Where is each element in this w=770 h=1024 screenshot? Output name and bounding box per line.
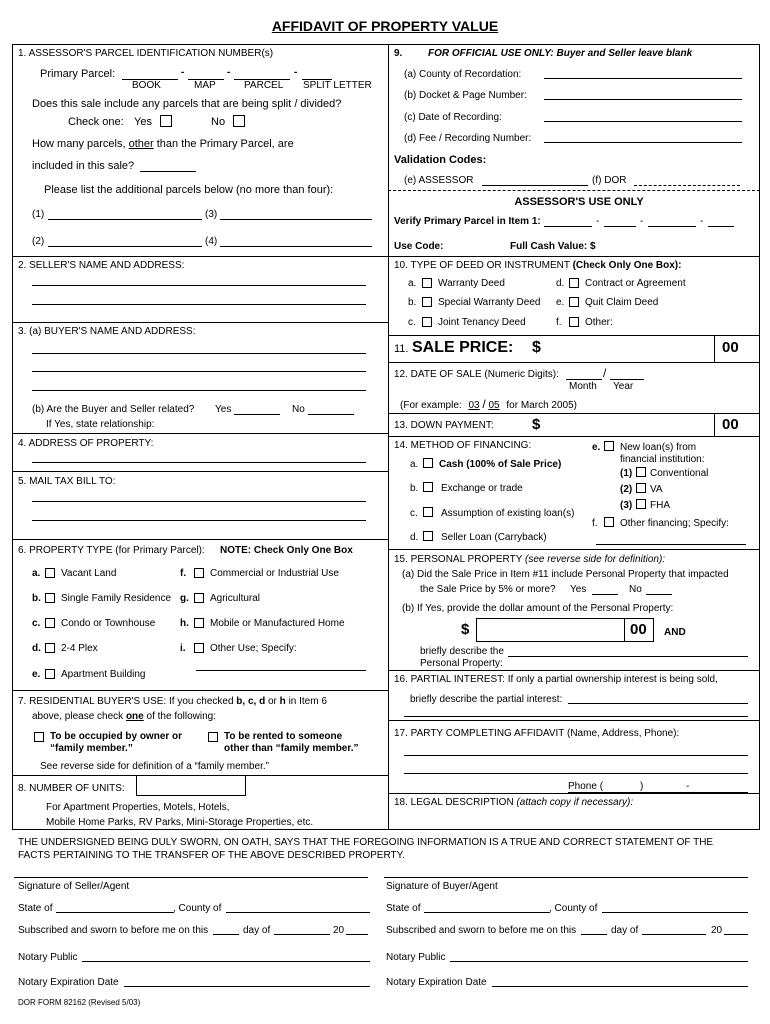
example-slash: /: [482, 397, 486, 411]
s7-heading: [18, 696, 327, 707]
parcel-dash: -: [181, 67, 185, 78]
fin-e2-label: VA: [650, 484, 663, 495]
seller-year-field[interactable]: [346, 934, 368, 935]
seller-notary-label: Notary Public: [18, 952, 78, 963]
fin-e2-num: (2): [620, 484, 633, 495]
fee-recording-field: [544, 142, 742, 143]
full-cash-label: Full Cash Value: $: [510, 241, 596, 252]
fin-a-label: Cash (100% of Sale Price): [439, 459, 562, 470]
ptype-e-label: Apartment Building: [61, 669, 146, 680]
down-payment-cents: 00: [722, 416, 739, 433]
split-yes-label: Yes: [134, 116, 152, 128]
units-note-2: Mobile Home Parks, RV Parks, Mini-Storage Properties, etc.: [46, 817, 314, 828]
s7-above-line: [32, 711, 216, 722]
parcel-3-label: (3): [205, 209, 218, 220]
divider: [388, 256, 760, 257]
deed-c-checkbox[interactable]: [422, 317, 432, 327]
pp-question-b: (b) If Yes, provide the dollar amount of the Personal Property:: [402, 603, 674, 614]
ptype-b-letter: b.: [32, 593, 41, 604]
seller-signature-field[interactable]: [14, 877, 368, 878]
related-no-field[interactable]: [308, 414, 354, 415]
pp-cents: 00: [630, 621, 647, 638]
verify-book-field: [544, 226, 592, 227]
column-divider: [388, 44, 389, 830]
buyer-sworn-label: Subscribed and sworn to before me on this: [386, 925, 577, 936]
parcel-2-label: (2): [32, 236, 45, 247]
divider: [12, 256, 388, 257]
fin-a-letter: a.: [410, 459, 419, 470]
buyer-line-1[interactable]: [32, 353, 366, 354]
buyer-day-of-label: day of: [611, 925, 639, 936]
units-note-1: For Apartment Properties, Motels, Hotels,: [46, 802, 230, 813]
ptype-e-checkbox[interactable]: [45, 669, 55, 679]
example-tail: for March 2005): [506, 400, 577, 411]
seller-year-prefix: 20: [333, 925, 345, 936]
deed-d-label: Contract or Agreement: [585, 278, 686, 289]
ptype-b-checkbox[interactable]: [45, 593, 55, 603]
divider: [388, 335, 760, 336]
example-text: (For example:: [400, 400, 462, 411]
owner-occupied-label-2: “family member.”: [50, 743, 133, 754]
s9b-label: (b) Docket & Page Number:: [404, 90, 527, 101]
owner-occupied-label-1: To be occupied by owner or: [50, 731, 183, 742]
deed-d-checkbox[interactable]: [569, 278, 579, 288]
fin-e1-num: (1): [620, 468, 633, 479]
s6-note: NOTE: Check Only One Box: [220, 545, 353, 556]
buyer-line-2[interactable]: [32, 371, 366, 372]
fin-c-checkbox[interactable]: [423, 507, 433, 517]
partial-interest-label: 16. PARTIAL INTEREST: If only a partial ownership interest is being sold,: [394, 674, 718, 685]
ptype-f-label: Commercial or Industrial Use: [210, 568, 339, 579]
deed-a-checkbox[interactable]: [422, 278, 432, 288]
s6-heading: 6. PROPERTY TYPE (for Primary Parcel):: [18, 545, 205, 556]
buyer-notary-field[interactable]: [450, 961, 748, 962]
s9f-label: (f) DOR: [592, 175, 627, 186]
deed-e-checkbox[interactable]: [569, 297, 579, 307]
buyer-signature-field[interactable]: [384, 877, 748, 878]
sale-price-label: SALE PRICE:: [412, 339, 514, 356]
ptype-f-letter: f.: [180, 568, 187, 579]
s7-heading-or: or: [267, 696, 277, 707]
deed-b-label: Special Warranty Deed: [438, 297, 541, 308]
parcel-dash: -: [294, 67, 298, 78]
parcel-1-field[interactable]: [48, 219, 202, 220]
seller-notary-field[interactable]: [82, 961, 370, 962]
buyer-year-field[interactable]: [724, 934, 748, 935]
seller-county-field[interactable]: [226, 912, 370, 913]
s9d-label: (d) Fee / Recording Number:: [404, 133, 532, 144]
sale-year-field[interactable]: [610, 379, 644, 380]
rented-label-2: other than “family member.”: [224, 743, 359, 754]
fin-e-letter: e.: [592, 442, 601, 453]
verify-map-field: [604, 226, 636, 227]
partial-interest-field-2[interactable]: [404, 716, 748, 717]
date-example: [400, 397, 577, 411]
parcel-1-label: (1): [32, 209, 45, 220]
fin-e1-checkbox[interactable]: [636, 467, 646, 477]
fin-f-label: Other financing; Specify:: [620, 518, 729, 529]
form-title: AFFIDAVIT OF PROPERTY VALUE: [271, 18, 499, 34]
fin-c-letter: c.: [410, 508, 418, 519]
s4-heading: 4. ADDRESS OF PROPERTY:: [18, 438, 154, 449]
verify-split-field: [708, 226, 734, 227]
split-yes-checkbox[interactable]: [160, 115, 172, 127]
parcel-2-field[interactable]: [48, 246, 202, 247]
assessors-use-heading: ASSESSOR'S USE ONLY: [514, 196, 644, 208]
other-financing-field[interactable]: [596, 544, 746, 545]
seller-sworn-label: Subscribed and sworn to before me on this: [18, 925, 209, 936]
pp-desc-label-2: Personal Property:: [420, 658, 503, 669]
family-member-note: See reverse side for definition of a “family member.”: [40, 761, 269, 772]
divider: [388, 549, 760, 550]
seller-state-label: State of: [18, 903, 53, 914]
split-caption: SPLIT LETTER: [303, 80, 372, 91]
deed-b-letter: b.: [408, 297, 417, 308]
date-slash: /: [603, 366, 607, 380]
fin-e-label-1: New loan(s) from: [620, 442, 697, 453]
owner-occupied-checkbox[interactable]: [34, 732, 44, 742]
ptype-b-label: Single Family Residence: [61, 593, 172, 604]
related-question: (b) Are the Buyer and Seller related?: [32, 404, 195, 415]
pp-no-label: No: [629, 584, 642, 595]
pp-amount-field[interactable]: [476, 618, 654, 642]
seller-expiration-field[interactable]: [124, 986, 370, 987]
deed-c-label: Joint Tenancy Deed: [438, 317, 526, 328]
partial-interest-desc: briefly describe the partial interest:: [410, 694, 563, 705]
s8-heading: 8. NUMBER OF UNITS:: [18, 783, 125, 794]
verify-dash: -: [596, 216, 600, 227]
fin-e-checkbox[interactable]: [604, 441, 614, 451]
ptype-c-checkbox[interactable]: [45, 618, 55, 628]
buyer-year-prefix: 20: [711, 925, 723, 936]
legal-description-label: [394, 797, 633, 808]
ptype-i-letter: i.: [180, 643, 186, 654]
buyer-state-label: State of: [386, 903, 421, 914]
tax-bill-line-1[interactable]: [32, 501, 366, 502]
divider: [388, 413, 760, 414]
pp-desc-label-1: briefly describe the: [420, 646, 504, 657]
tax-bill-line-2[interactable]: [32, 520, 366, 521]
s7-heading-text: 7. RESIDENTIAL BUYER'S USE: If you checked: [18, 696, 234, 707]
parcel-dash: -: [227, 67, 231, 78]
party-completing-label: 17. PARTY COMPLETING AFFIDAVIT (Name, Address, Phone):: [394, 728, 680, 739]
ptype-a-checkbox[interactable]: [45, 568, 55, 578]
buyer-day-field[interactable]: [581, 934, 607, 935]
deed-a-letter: a.: [408, 278, 417, 289]
validation-codes-label: Validation Codes:: [394, 154, 487, 166]
included-question: included in this sale?: [32, 160, 135, 172]
s7-heading-bcd: b, c, d: [236, 696, 266, 707]
divider: [12, 433, 388, 434]
oath-line-1: THE UNDERSIGNED BEING DULY SWORN, ON OATH, SAYS THAT THE FOREGOING INFORMATION IS A TRUE AND CORRECT STATEMENT OF THE: [18, 837, 714, 848]
divider: [12, 539, 388, 540]
s9-num: 9.: [394, 48, 403, 59]
divider: [12, 471, 388, 472]
split-no-checkbox[interactable]: [233, 115, 245, 127]
ptype-h-letter: h.: [180, 618, 189, 629]
pp-yes-label: Yes: [570, 584, 587, 595]
party-line-2[interactable]: [404, 773, 748, 774]
ptype-g-checkbox[interactable]: [194, 593, 204, 603]
rented-label-1: To be rented to someone: [224, 731, 343, 742]
s7-heading-h: h: [279, 696, 286, 707]
s9c-label: (c) Date of Recording:: [404, 112, 502, 123]
ptype-c-label: Condo or Townhouse: [61, 618, 156, 629]
seller-line-2[interactable]: [32, 304, 366, 305]
month-caption: Month: [569, 381, 597, 392]
form-footer: DOR FORM 82162 (Revised 5/03): [18, 998, 141, 1007]
other-use-specify-field[interactable]: [196, 670, 366, 671]
s7-above-text: above, please check: [32, 711, 124, 722]
fin-b-label: Exchange or trade: [441, 483, 523, 494]
divider: [388, 793, 760, 794]
buyer-notary-label: Notary Public: [386, 952, 446, 963]
divider: [388, 720, 760, 721]
ptype-i-label: Other Use; Specify:: [210, 643, 297, 654]
pp-cents-divider: [624, 618, 625, 642]
divider: [12, 322, 388, 323]
assessor-use-divider: [388, 190, 760, 191]
seller-expiration-label: Notary Expiration Date: [18, 977, 119, 988]
county-recordation-field: [544, 78, 742, 79]
s10-heading: [394, 260, 681, 271]
fin-d-checkbox[interactable]: [423, 531, 433, 541]
book-caption: BOOK: [132, 80, 161, 91]
s10-heading-text: 10. TYPE OF DEED OR INSTRUMENT: [394, 260, 570, 271]
phone-paren: ): [640, 781, 644, 792]
s9a-label: (a) County of Recordation:: [404, 69, 522, 80]
ptype-d-checkbox[interactable]: [45, 643, 55, 653]
split-question: Does this sale include any parcels that are being split / divided?: [32, 98, 342, 110]
deed-d-letter: d.: [556, 278, 565, 289]
down-payment-cents-divider: [714, 413, 715, 437]
deed-b-checkbox[interactable]: [422, 297, 432, 307]
fin-b-checkbox[interactable]: [423, 482, 433, 492]
buyer-county-field[interactable]: [602, 912, 748, 913]
down-payment-dollar: $: [532, 416, 541, 433]
sale-price-cents: 00: [722, 339, 739, 356]
sale-price-dollar: $: [532, 339, 541, 356]
fin-e3-checkbox[interactable]: [636, 499, 646, 509]
deed-c-letter: c.: [408, 317, 416, 328]
legal-description-italic: (attach copy if necessary):: [516, 797, 634, 808]
primary-parcel-label: Primary Parcel:: [40, 68, 116, 80]
s14-heading: 14. METHOD OF FINANCING:: [394, 440, 532, 451]
example-year: 05: [488, 400, 500, 411]
relationship-label: If Yes, state relationship:: [46, 419, 155, 430]
divider: [388, 362, 760, 363]
number-of-units-field[interactable]: [136, 776, 246, 796]
fin-e-label-2: financial institution:: [620, 454, 705, 465]
deed-f-label: Other:: [585, 317, 613, 328]
deed-e-label: Quit Claim Deed: [585, 297, 659, 308]
s15-heading-italic: (see reverse side for definition):: [524, 554, 666, 565]
date-of-sale-label: 12. DATE OF SALE (Numeric Digits):: [394, 369, 559, 380]
verify-parcel-field: [648, 226, 696, 227]
deed-a-label: Warranty Deed: [438, 278, 505, 289]
ptype-g-letter: g.: [180, 593, 189, 604]
buyer-state-field[interactable]: [424, 912, 550, 913]
seller-day-field[interactable]: [213, 934, 239, 935]
fin-e1-label: Conventional: [650, 468, 709, 479]
pp-and: AND: [664, 627, 686, 638]
fin-e3-num: (3): [620, 500, 633, 511]
pp-desc-field[interactable]: [508, 656, 748, 657]
s7-above-tail: of the following:: [146, 711, 217, 722]
split-no-label: No: [211, 116, 226, 128]
oath-line-2: FACTS PERTAINING TO THE TRANSFER OF THE ABOVE DESCRIBED PROPERTY.: [18, 850, 405, 861]
property-address-line[interactable]: [32, 462, 366, 463]
buyer-signature-label: Signature of Buyer/Agent: [386, 881, 498, 892]
fin-a-checkbox[interactable]: [423, 458, 433, 468]
down-payment-label: 13. DOWN PAYMENT:: [394, 420, 494, 431]
parcel-count-field[interactable]: [140, 171, 196, 172]
pp-dollar: $: [461, 621, 470, 638]
ptype-h-checkbox[interactable]: [194, 618, 204, 628]
ptype-d-label: 2-4 Plex: [61, 643, 98, 654]
s15-heading-text: 15. PERSONAL PROPERTY: [394, 554, 523, 565]
pp-no-field[interactable]: [646, 594, 672, 595]
s3-heading: 3. (a) BUYER'S NAME AND ADDRESS:: [18, 326, 196, 337]
docket-page-field: [544, 99, 742, 100]
partial-interest-field-1[interactable]: [568, 703, 748, 704]
deed-f-letter: f.: [556, 317, 562, 328]
related-yes-label: Yes: [215, 404, 232, 415]
how-many-other: other: [128, 138, 154, 150]
ptype-i-checkbox[interactable]: [194, 643, 204, 653]
s1-heading: 1. ASSESSOR'S PARCEL IDENTIFICATION NUMBER(s): [18, 48, 274, 59]
use-code-label: Use Code:: [394, 241, 444, 252]
fin-d-letter: d.: [410, 532, 419, 543]
divider: [388, 670, 760, 671]
s9-heading: FOR OFFICIAL USE ONLY: Buyer and Seller leave blank: [428, 48, 693, 59]
fin-c-label: Assumption of existing loan(s): [441, 508, 575, 519]
how-many-text-1: How many parcels,: [32, 138, 126, 150]
how-many-text-2: than the Primary Parcel, are: [156, 138, 294, 150]
party-line-1[interactable]: [404, 755, 748, 756]
ptype-c-letter: c.: [32, 618, 41, 629]
s10-heading-bold: (Check Only One Box):: [572, 260, 682, 271]
seller-state-field[interactable]: [56, 912, 174, 913]
deed-e-letter: e.: [556, 297, 565, 308]
assessor-code-field: [482, 185, 588, 186]
year-caption: Year: [613, 381, 634, 392]
map-caption: MAP: [194, 80, 216, 91]
how-many-question: [32, 138, 294, 150]
phone-dash: -: [686, 781, 690, 792]
ptype-h-label: Mobile or Manufactured Home: [210, 618, 345, 629]
s11-num: 11.: [394, 343, 409, 355]
rented-checkbox[interactable]: [208, 732, 218, 742]
ptype-e-letter: e.: [32, 669, 41, 680]
buyer-expiration-field[interactable]: [492, 986, 748, 987]
pp-yes-field[interactable]: [592, 594, 618, 595]
example-month: 03: [468, 400, 480, 411]
ptype-a-letter: a.: [32, 568, 41, 579]
fin-f-letter: f.: [592, 518, 598, 529]
fin-f-checkbox[interactable]: [604, 517, 614, 527]
fin-d-label: Seller Loan (Carryback): [441, 532, 547, 543]
seller-line-1[interactable]: [32, 285, 366, 286]
divider: [388, 436, 760, 437]
buyer-month-field[interactable]: [642, 934, 706, 935]
s2-heading: 2. SELLER'S NAME AND ADDRESS:: [18, 260, 185, 271]
buyer-county-label: , County of: [549, 903, 598, 914]
check-one-label: Check one:: [68, 116, 124, 128]
ptype-d-letter: d.: [32, 643, 41, 654]
s9e-label: (e) ASSESSOR: [404, 175, 474, 186]
related-yes-field[interactable]: [234, 414, 280, 415]
sale-month-field[interactable]: [566, 379, 602, 380]
ptype-a-label: Vacant Land: [61, 568, 117, 579]
ptype-f-checkbox[interactable]: [194, 568, 204, 578]
verify-dash: -: [700, 216, 704, 227]
deed-f-checkbox[interactable]: [569, 317, 579, 327]
verify-dash: -: [640, 216, 644, 227]
parcel-4-field[interactable]: [220, 246, 372, 247]
parcel-caption: PARCEL: [244, 80, 284, 91]
phone-label: Phone (: [568, 781, 604, 792]
pp-question-a-2: the Sale Price by 5% or more?: [420, 584, 556, 595]
legal-description-text: 18. LEGAL DESCRIPTION: [394, 797, 514, 808]
parcel-4-label: (4): [205, 236, 218, 247]
fin-e3-label: FHA: [650, 500, 670, 511]
verify-parcel-label: Verify Primary Parcel in Item 1:: [394, 216, 541, 227]
divider: [12, 690, 388, 691]
related-no-label: No: [292, 404, 305, 415]
s7-heading-tail: in Item 6: [288, 696, 327, 707]
s15-heading: [394, 554, 665, 565]
buyer-line-3[interactable]: [32, 390, 366, 391]
seller-signature-label: Signature of Seller/Agent: [18, 881, 130, 892]
fin-b-letter: b.: [410, 483, 419, 494]
fin-e2-checkbox[interactable]: [636, 483, 646, 493]
list-instruction: Please list the additional parcels below (no more than four):: [44, 184, 334, 196]
s5-heading: 5. MAIL TAX BILL TO:: [18, 476, 116, 487]
s7-above-one: one: [125, 711, 144, 722]
ptype-g-label: Agricultural: [210, 593, 261, 604]
seller-day-of-label: day of: [243, 925, 271, 936]
date-recording-field: [544, 121, 742, 122]
buyer-expiration-label: Notary Expiration Date: [386, 977, 487, 988]
seller-month-field[interactable]: [274, 934, 330, 935]
pp-question-a-1: (a) Did the Sale Price in Item #11 include Personal Property that impacted: [402, 569, 729, 580]
dor-code-field: [634, 185, 740, 186]
sale-price-cents-divider: [714, 335, 715, 362]
parcel-3-field[interactable]: [220, 219, 372, 220]
seller-county-label: , County of: [173, 903, 222, 914]
